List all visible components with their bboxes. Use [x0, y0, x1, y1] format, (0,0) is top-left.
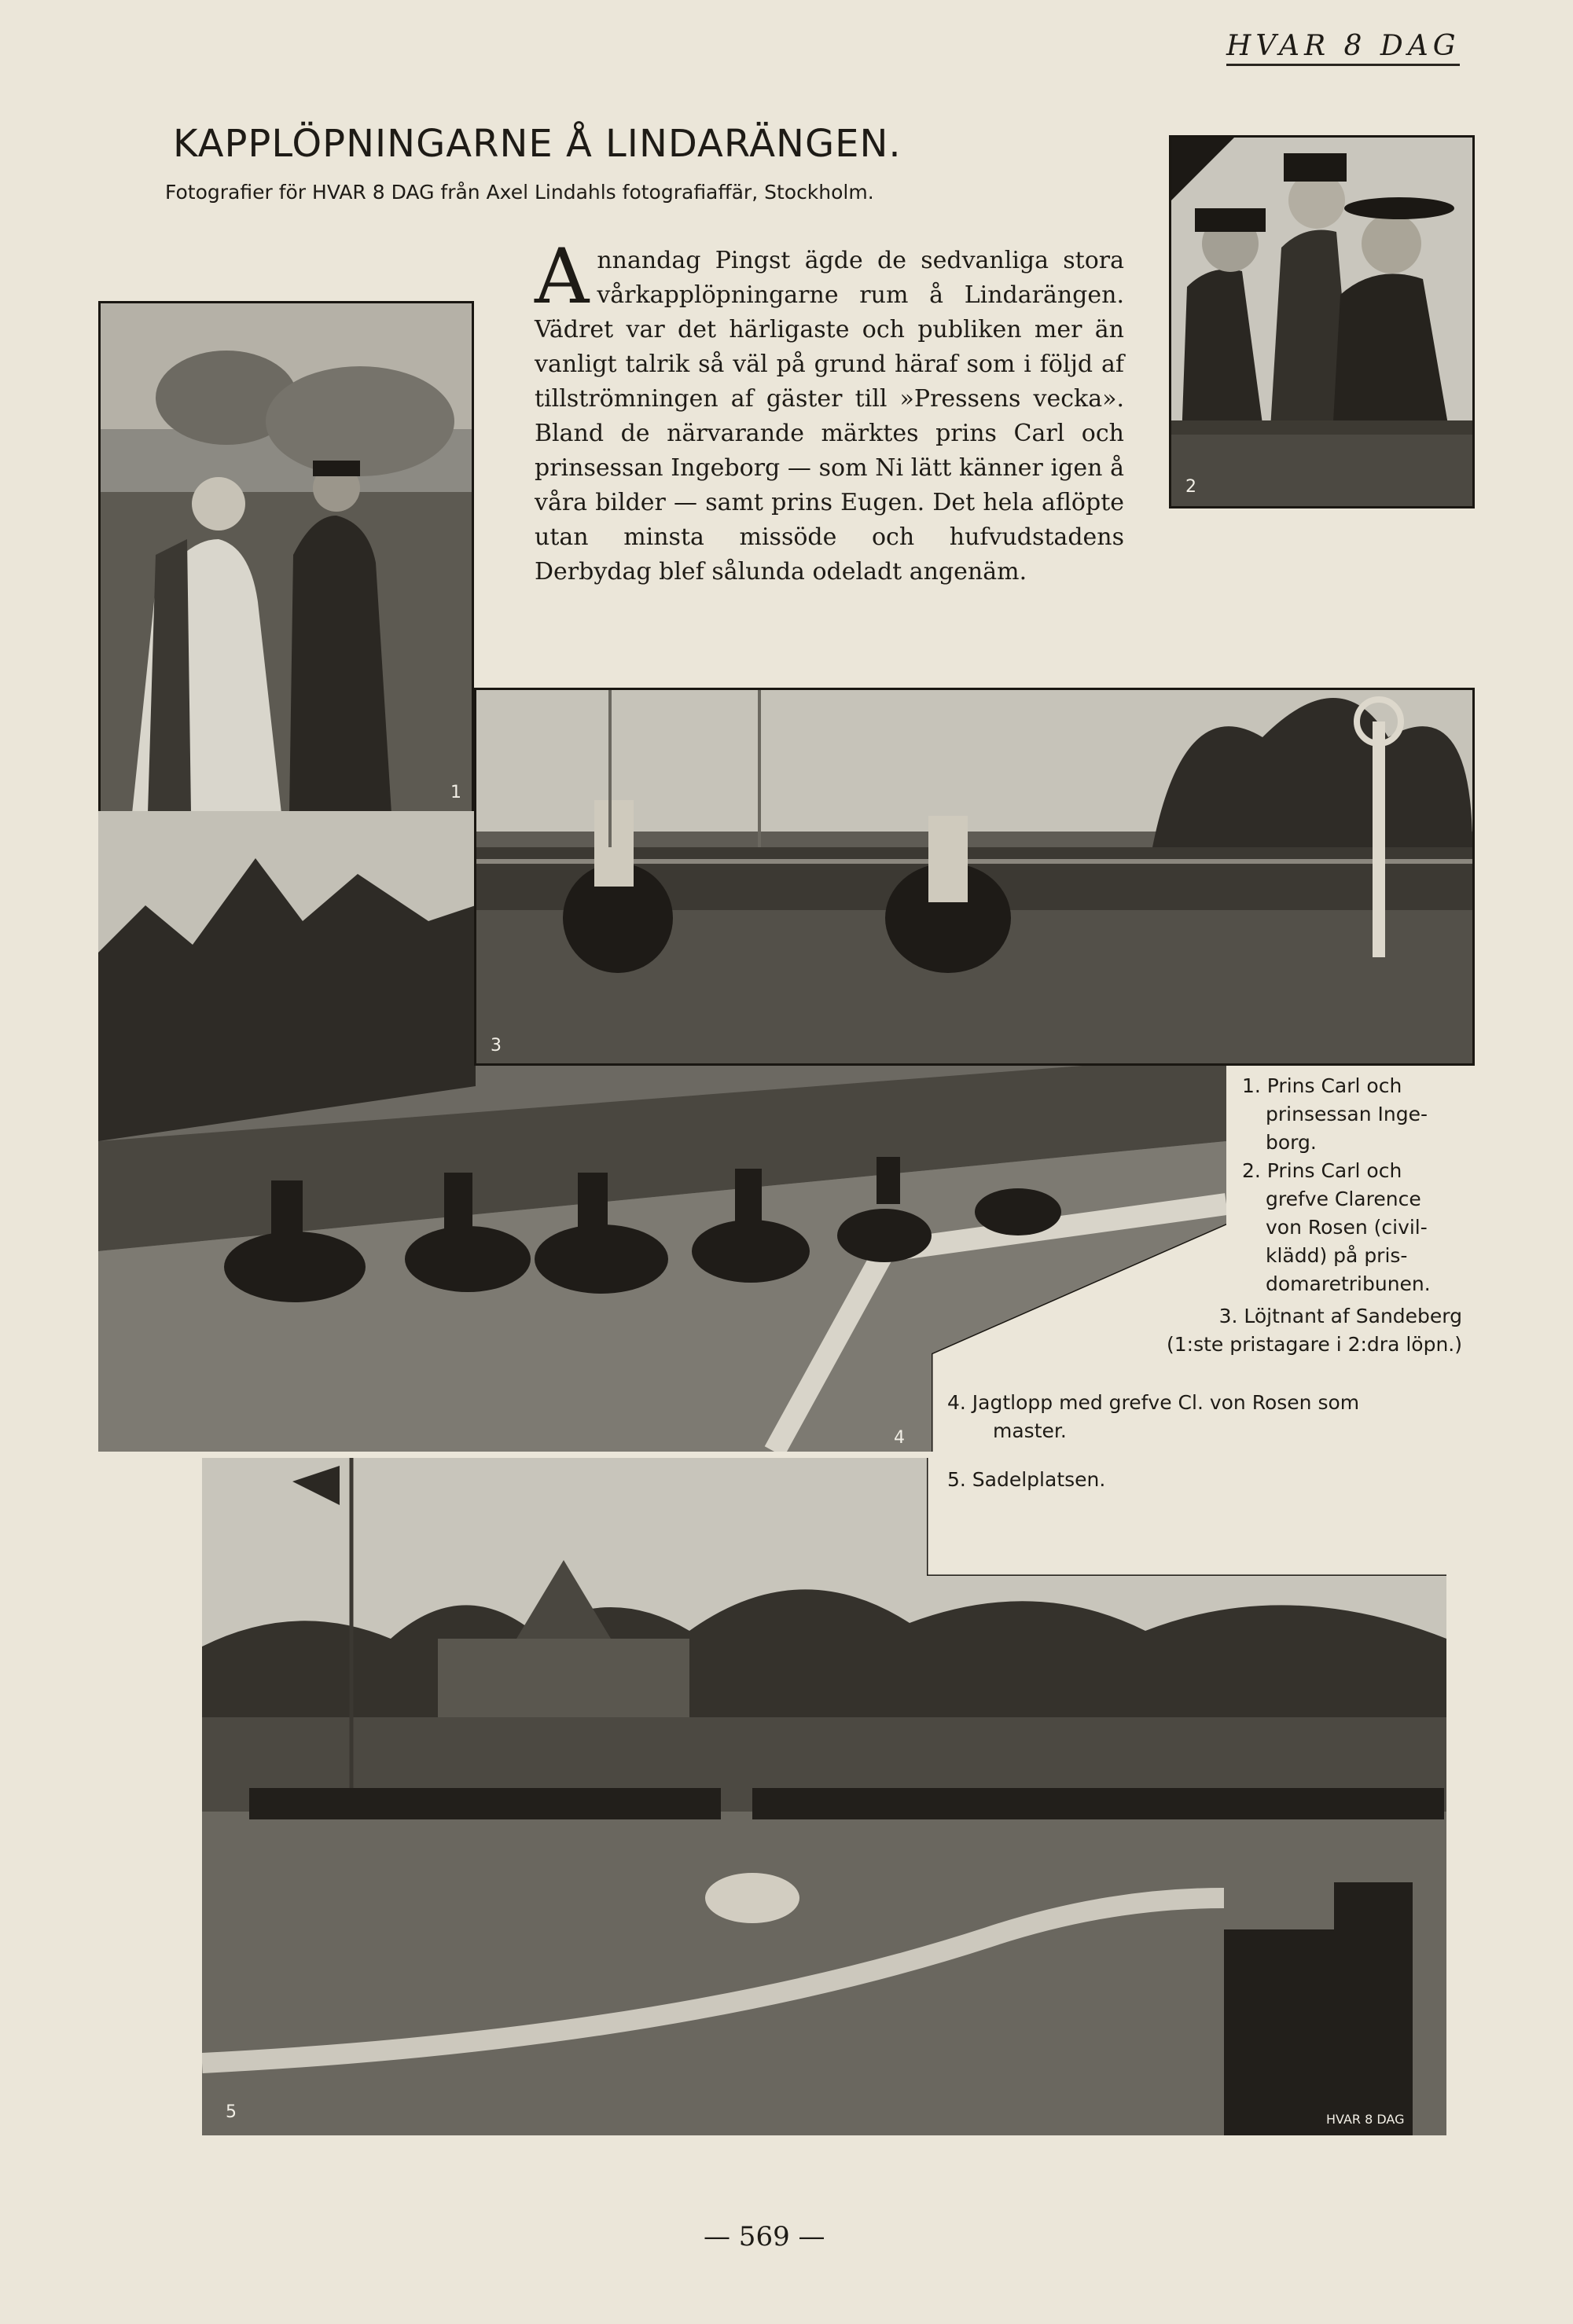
caption-2-line-2: grefve Clarence [1266, 1188, 1421, 1210]
caption-4 [947, 1389, 1466, 1445]
caption-2-line-3: von Rosen (civil- [1266, 1216, 1428, 1239]
caption-1-line-3: borg. [1266, 1131, 1317, 1154]
photo-saddling-enclosure [202, 1458, 1446, 2135]
photo-number: 1 [450, 783, 461, 802]
article-text: nnandag Pingst ägde de sedvanliga stora vårkapplöpningarne rum å Lindarängen. Vädret var det härligaste och publiken mer än vanligt talrik så väl på grund häraf som i följd af tillströmningen af gäster till »Pressens vecka». Bland de närvarande märktes prins Carl och prinsessan Ingeborg — som Ni lätt känner igen å våra bilder — samt prins Eugen. Det hela aflöpte utan minsta missöde och hufvudstadens Derbydag blef sålunda odeladt angenäm. [535, 247, 1124, 586]
page-number: — 569 — [704, 2221, 825, 2252]
caption-5 [947, 1466, 1105, 1494]
article-title: KAPPLÖPNINGARNE Å LINDARÄNGEN. [173, 122, 902, 166]
photo-2-image [1171, 138, 1472, 506]
photo-lieutenant-af-sandeberg [474, 688, 1475, 1066]
caption-2-line-1: 2. Prins Carl och [1242, 1159, 1402, 1182]
magazine-header: HVAR 8 DAG [1226, 30, 1460, 66]
caption-3-line-1: 3. Löjtnant af Sandeberg [1218, 1305, 1462, 1327]
photo-number: 5 [226, 2102, 237, 2122]
caption-5-line-1: 5. Sadelplatsen. [947, 1468, 1106, 1491]
photo-5-image [202, 1458, 1446, 2135]
article-body [535, 233, 1124, 589]
photo-number: 3 [491, 1036, 502, 1056]
caption-1-line-1: 1. Prins Carl och [1242, 1074, 1402, 1097]
caption-3-line-2: (1:ste pristagare i 2:dra löpn.) [1166, 1333, 1462, 1356]
caption-2-line-5: domaretribunen. [1266, 1272, 1431, 1295]
caption-1-line-2: prinsessan Inge- [1266, 1103, 1428, 1125]
caption-4-line-2: master. [993, 1419, 1067, 1442]
drop-cap: A [535, 233, 590, 321]
photo-credit: Fotografier för HVAR 8 DAG från Axel Lindahls fotografiaffär, Stockholm. [165, 181, 874, 204]
photo-number: 4 [894, 1428, 905, 1448]
caption-4-line-1: 4. Jagtlopp med grefve Cl. von Rosen som [947, 1391, 1360, 1414]
caption-3 [1124, 1302, 1462, 1359]
photo-number: 2 [1185, 477, 1196, 497]
photo-prize-judge-tribune [1169, 135, 1475, 508]
photo-3-image [476, 690, 1472, 1063]
photo-imprint: HVAR 8 DAG [1326, 2112, 1405, 2127]
photo-1-image [101, 303, 472, 813]
photo-prince-carl-princess-ingeborg [98, 301, 474, 816]
captions [1242, 1072, 1462, 1298]
caption-2-line-4: klädd) på pris- [1266, 1244, 1408, 1267]
